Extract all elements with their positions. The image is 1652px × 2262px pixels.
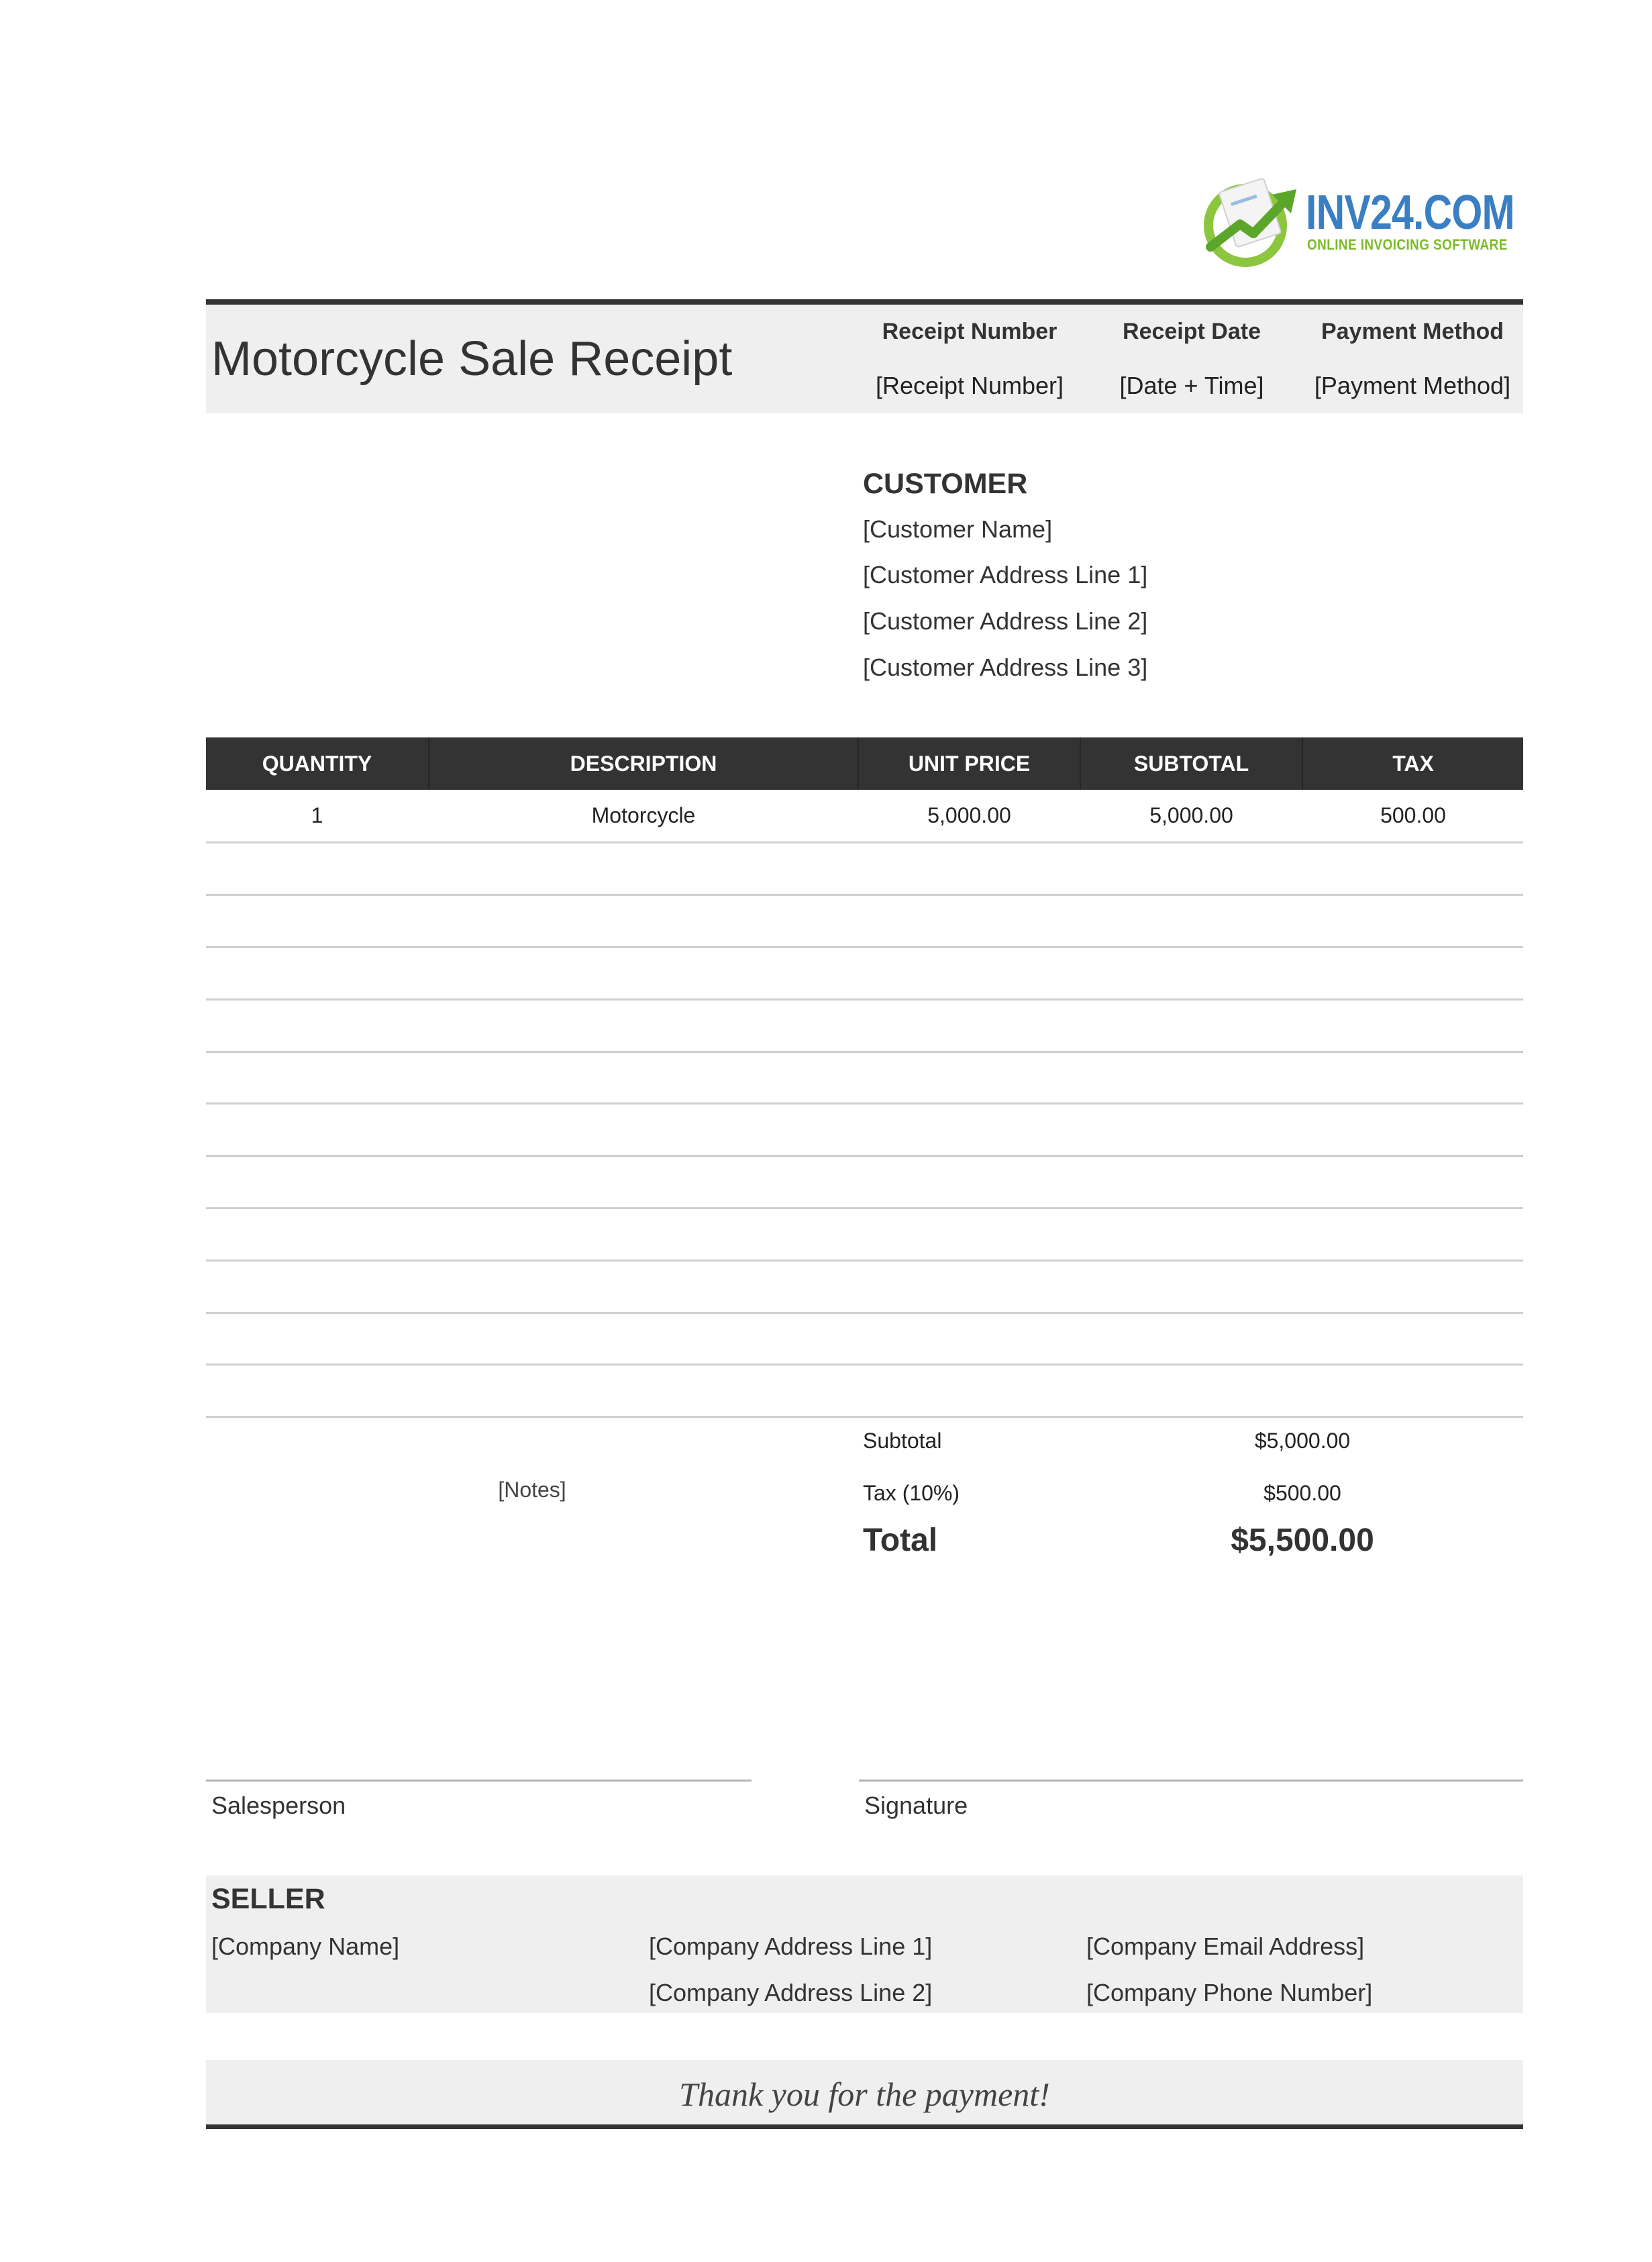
total-label: Total: [863, 1523, 938, 1558]
row-divider: [206, 1259, 1523, 1262]
row-divider: [206, 1312, 1523, 1314]
customer-name: [Customer Name]: [863, 515, 1053, 543]
row-divider: [206, 841, 1523, 843]
row-divider: [206, 1155, 1523, 1157]
row-divider: [206, 1364, 1523, 1366]
row-divider: [206, 1102, 1523, 1104]
receipt-date-value: [Date + Time]: [1119, 372, 1264, 399]
row-quantity: 1: [311, 803, 323, 827]
seller-title: SELLER: [211, 1883, 325, 1915]
row-divider: [206, 1051, 1523, 1053]
notes: [Notes]: [498, 1478, 566, 1502]
column-header-subtotal: SUBTOTAL: [1133, 752, 1249, 776]
tax-label: Tax (10%): [863, 1481, 960, 1505]
column-header-quantity: QUANTITY: [262, 752, 372, 776]
receipt-number-label: Receipt Number: [882, 319, 1057, 344]
customer-signature-line: [859, 1780, 1523, 1782]
column-header-description: DESCRIPTION: [570, 752, 717, 776]
receipt-number-value: [Receipt Number]: [875, 372, 1064, 399]
row-divider: [206, 946, 1523, 948]
payment-method-label: Payment Method: [1321, 319, 1504, 344]
subtotal-value: $5,000.00: [1254, 1429, 1351, 1453]
row-divider: [206, 998, 1523, 1000]
column-header-tax: TAX: [1392, 752, 1434, 776]
company-name: [Company Name]: [211, 1933, 400, 1960]
row-subtotal: 5,000.00: [1149, 803, 1233, 827]
salesperson-signature-line: [206, 1780, 752, 1782]
inv24-logo-icon: [1198, 172, 1306, 272]
company-phone: [Company Phone Number]: [1086, 1979, 1373, 2006]
company-email: [Company Email Address]: [1086, 1933, 1365, 1960]
tax-value: $500.00: [1263, 1481, 1341, 1505]
customer-address-line-1: [Customer Address Line 1]: [863, 561, 1148, 588]
company-address-line-1: [Company Address Line 1]: [649, 1933, 933, 1960]
row-divider: [206, 1207, 1523, 1209]
footer-bottom-rule: [206, 2124, 1523, 2129]
payment-method-value: [Payment Method]: [1314, 372, 1511, 399]
subtotal-label: Subtotal: [863, 1429, 942, 1453]
logo-tagline: ONLINE INVOICING SOFTWARE: [1307, 236, 1508, 253]
receipt-date-label: Receipt Date: [1123, 319, 1261, 344]
signature-label: Signature: [864, 1792, 968, 1819]
total-value: $5,500.00: [1231, 1523, 1374, 1558]
page-title: Motorcycle Sale Receipt: [211, 332, 733, 386]
customer-address-line-2: [Customer Address Line 2]: [863, 607, 1148, 635]
row-divider: [206, 1416, 1523, 1418]
header-top-rule: [206, 299, 1523, 305]
logo-brand: INV24.COM: [1306, 186, 1514, 240]
row-unit-price: 5,000.00: [927, 803, 1011, 827]
row-description: Motorcycle: [591, 803, 696, 827]
company-address-line-2: [Company Address Line 2]: [649, 1979, 933, 2006]
salesperson-label: Salesperson: [211, 1792, 346, 1819]
thank-you-message: Thank you for the payment!: [679, 2075, 1050, 2113]
row-divider: [206, 894, 1523, 896]
customer-title: CUSTOMER: [863, 468, 1028, 500]
row-tax: 500.00: [1380, 803, 1446, 827]
column-header-unit-price: UNIT PRICE: [908, 752, 1031, 776]
customer-address-line-3: [Customer Address Line 3]: [863, 654, 1148, 681]
